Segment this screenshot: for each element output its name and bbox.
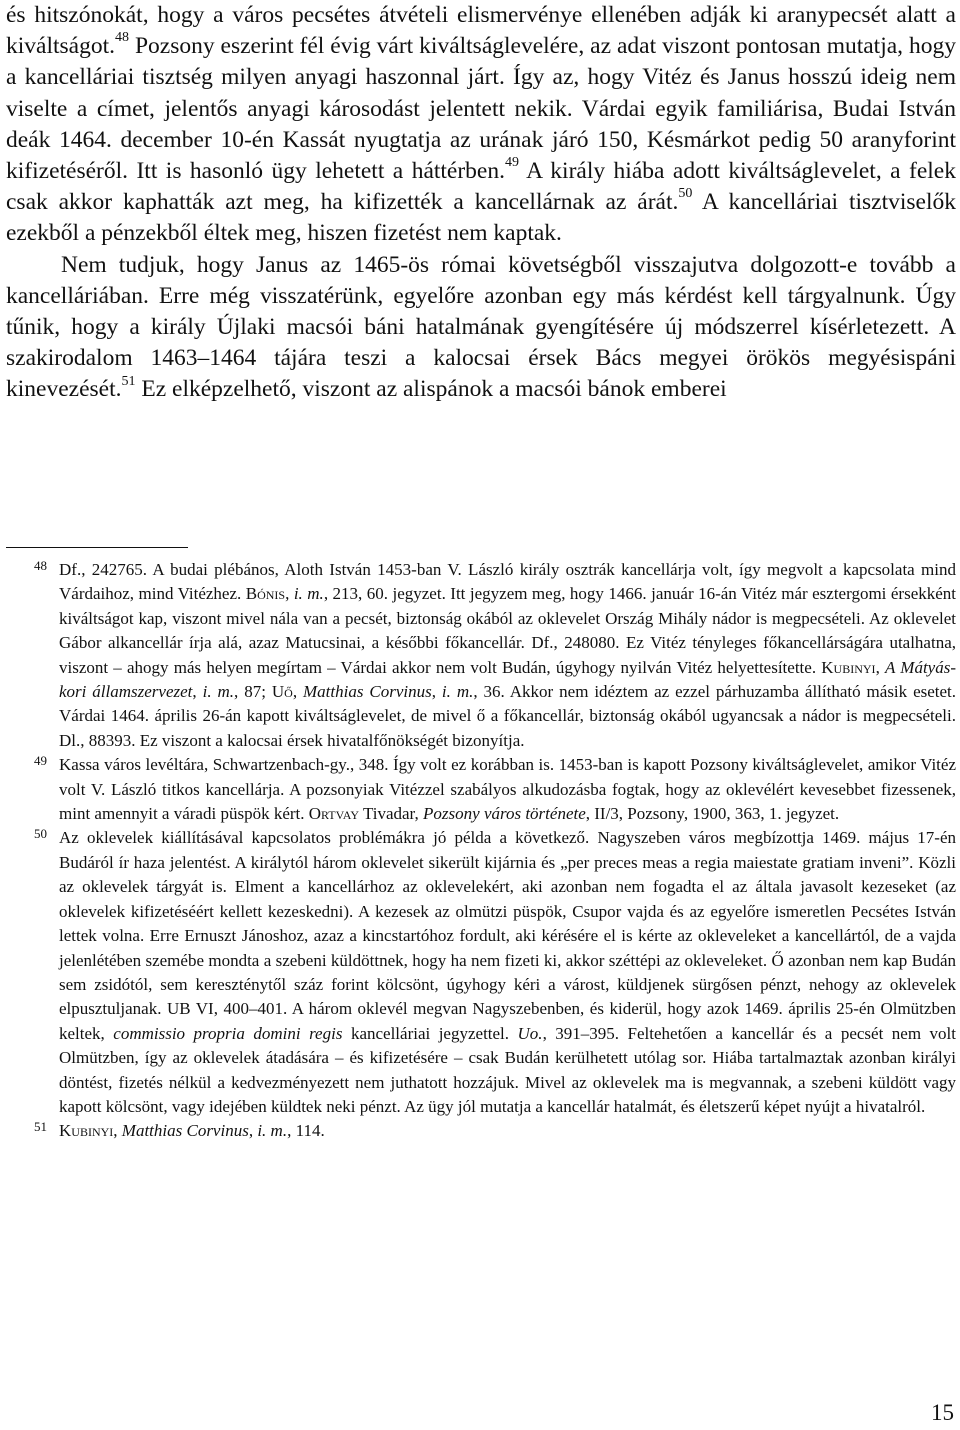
work-title: A Mátyás-kori államszervezet bbox=[59, 657, 956, 702]
paragraph-1 bbox=[6, 0, 956, 250]
footnote-separator bbox=[6, 547, 188, 548]
text-span: Ez elképzelhető, viszont az alispánok a macsói bánok emberei bbox=[135, 376, 727, 403]
text-span: , bbox=[248, 1121, 258, 1141]
footnote-50 bbox=[6, 826, 956, 1119]
text-span: A kancelláriai tisztviselők ezekből a pénzekből éltek meg, hiszen fizetést nem kaptak. bbox=[6, 189, 956, 247]
text-span: , II/3, Pozsony, 1900, 363, 1. jegyzet. bbox=[585, 804, 840, 824]
citation-abbrev: i. m. bbox=[257, 1121, 288, 1141]
footnote-number: 51 bbox=[34, 1119, 47, 1135]
citation-abbrev: i. m. bbox=[202, 682, 235, 702]
text-span: Pozsony eszerint fél évig várt kiváltságlevelére, az adat viszont pontosan mutatja, hogy a kancelláriai tisztség milyen anyagi haszonnal járt. Így az, hogy Vitéz és Janus hosszú ideig nem viselte a címet, jelentős anyagi károsodást jelentett nekik. Várdai egyik familiárisa, Budai István deák 1464. december 10-én Kassát nyugtatja az urának járó 150, Késmárkot pedig 50 aranyforint kifizetéséről. Itt is hasonló ügy lehetett a háttérben. bbox=[6, 33, 956, 185]
author-name: Ortvay bbox=[308, 804, 359, 824]
author-name: Bónis bbox=[245, 584, 286, 604]
footnote-51 bbox=[6, 1119, 956, 1143]
text-span: és hitszónokát, hogy a város pecsétes átvételi elismervénye ellenében adják ki aranypecsét alatt a kiváltságot. bbox=[6, 2, 956, 60]
text-span: A király hiába adott kiváltságlevelet, a felek csak akkor kaphatták azt meg, ha kifizették a kancellárnak az árát. bbox=[6, 158, 956, 216]
text-span: Tivadar, bbox=[359, 804, 424, 824]
footnote-ref-48[interactable]: 48 bbox=[115, 30, 129, 46]
author-name: Kubinyi bbox=[59, 1121, 114, 1141]
footnote-number: 49 bbox=[34, 753, 47, 769]
work-title: Pozsony város története bbox=[423, 804, 586, 824]
author-name: Uő bbox=[271, 682, 293, 702]
footnote-49 bbox=[6, 753, 956, 826]
text-span: , bbox=[192, 682, 203, 702]
text-span: Df., 242765. A budai plébános, Aloth István 1453-ban V. László király osztrák kancellárja volt, így megvolt a kapcsolata mind Várdaihoz, mind Vitézhez. bbox=[59, 560, 956, 604]
text-span: , bbox=[113, 1121, 122, 1141]
footnote-ref-49[interactable]: 49 bbox=[505, 155, 519, 171]
text-span: Nem tudjuk, hogy Janus az 1465-ös római követségből visszajutva dolgozott-e tovább a kancelláriában. Erre még visszatérünk, egyelőre azonban egy más kérdést kell tárgyalnunk. Úgy tűnik, hogy a király Újlaki macsói báni hatalmának gyengítésére új módszerrel kísérletezett. A szakirodalom 1463–1464 tájára teszi a kalocsai érsek Bács megyei örökös megyésispáni kinevezését. bbox=[6, 251, 956, 403]
text-span: Az oklevelek kiállításával kapcsolatos problémákra jó példa a következő. Nagyszeben város megbízottja 1469. május 17-én Budáról ír haza jelentést. A királytól három oklevelet sikerült kijárnia és „per preces meas a regia maiestate gratiam inveni”. Közli az oklevelek tárgyát is. Elment a kancellárhoz az oklevelekért, aki azonban nem fogadta el az általa javasolt kezeseket (az oklevelek kifizetéséért kellett kezeskedni). A kezesek az olmützi püspök, Csupor vajda és az egyelőre ismeretlen Pecsétes István lettek volna. Erre Ernuszt Jánoshoz, azaz a kincstartóhoz fordult, aki kérésére el is kérte az okleveleket a kancellártól, de a vajda jelenlétében szemébe mondta a szebeni küldöttnek, hogy ha nem fizeti ki, akkor széttépi az okleveleket. Ő azonban nem kap Budán sem zsidótól, sem kereszténytől száz forint kölcsönt, úgyhogy kéri a várost, küldjenek sürgősen pénzt, nehogy az oklevelek elpusztuljanak. UB VI, 400–401. A három oklevél megvan Nagyszebenben, és kiderül, hogy azok 1469. április 25-én Olmützben keltek, bbox=[59, 828, 956, 1043]
latin-phrase: commissio propria domini regis bbox=[113, 1023, 343, 1043]
text-span: , 114. bbox=[287, 1121, 325, 1141]
text-span: , 36. Akkor nem idéztem az ezzel párhuzamba állítható másik esetet. Várdai 1464. április 26-án kapott kiváltságlevelet, de mivel ő a főkancellár, biztonság okából ugyancsak a nádor is megpecsételi. Dl., 88393. Ez viszont a kalocsai érsek hivatalfőnökségét bizonyítja. bbox=[59, 682, 957, 750]
work-title: Matthias Corvinus bbox=[303, 682, 432, 702]
footnote-number: 50 bbox=[34, 826, 47, 842]
text-span: , 213, 60. jegyzet. Itt jegyzem meg, hogy 1466. január 16-án Vitéz már esztergomi érsekként kiváltságot kap, viszont mivel nála van a pecsét, biztonság okából az oklevelet Ország Mihály nádor is megpecsételi. Az oklevelet Gábor alkancellár írja alá, azaz Matucsinai, a későbbi főkancellár. Df., 248080. Ez Vitéz tényleges főkancellárságára utalhatna, viszont – ahogy más helyen megírtam – Várdai akkor nem volt Budán, úgyhogy nyilván Vitéz helyettesítette. bbox=[59, 584, 957, 677]
footnote-number: 48 bbox=[34, 558, 47, 573]
footnotes bbox=[6, 558, 956, 1144]
text-span: , bbox=[285, 584, 294, 604]
footnote-ref-50[interactable]: 50 bbox=[678, 186, 693, 202]
citation-abbrev: i. m. bbox=[293, 584, 324, 604]
author-name: Kubinyi bbox=[821, 657, 876, 677]
footnote-ref-51[interactable]: 51 bbox=[121, 373, 136, 389]
text-span: kancelláriai jegyzettel. bbox=[342, 1023, 518, 1043]
work-title: Matthias Corvinus bbox=[121, 1121, 249, 1141]
text-span: , bbox=[292, 682, 304, 702]
citation-abbrev: i. m. bbox=[441, 682, 474, 702]
text-span: Kassa város levéltára, Schwartzenbach-gy., 348. Így volt ez korábban is. 1453-ban is kapott Pozsony kiváltságlevelet, amikor Vitéz volt V. László titkos kancellárja. A pozsonyiak Vitézzel szabályos alkudozásba fogtak, hogy az oklevélért kevesebbet fizessenek, mint amennyit a váradi püspök kért. bbox=[59, 755, 956, 824]
text-span: , 391–395. Feltehetően a kancellár és a pecsét nem volt Olmützben, így az oklevelek átadására – és kifizetésére – csak Budán kerülhetett utólag sor. Hiába tartalmaztak azonban királyi döntést, fizetés nélkül a kedvezményezett nem juthatott hozzájuk. Mivel az oklevelek ma is megvannak, a szebeni küldött vagy kapott kölcsönt, vagy idejében küldtek neki pénzt. Az ügy jól mutatja a kancellár hatalmát, és életszerű képet nyújt a hivatalról. bbox=[59, 1023, 956, 1116]
main-text bbox=[6, 0, 956, 406]
text-span: , bbox=[875, 657, 886, 677]
text-span: , 87; bbox=[234, 682, 272, 702]
footnote-48 bbox=[6, 558, 956, 753]
text-span: , bbox=[431, 682, 442, 702]
citation-abbrev: Uo. bbox=[517, 1023, 543, 1043]
paragraph-2 bbox=[6, 250, 956, 406]
page-number: 15 bbox=[931, 1400, 954, 1425]
